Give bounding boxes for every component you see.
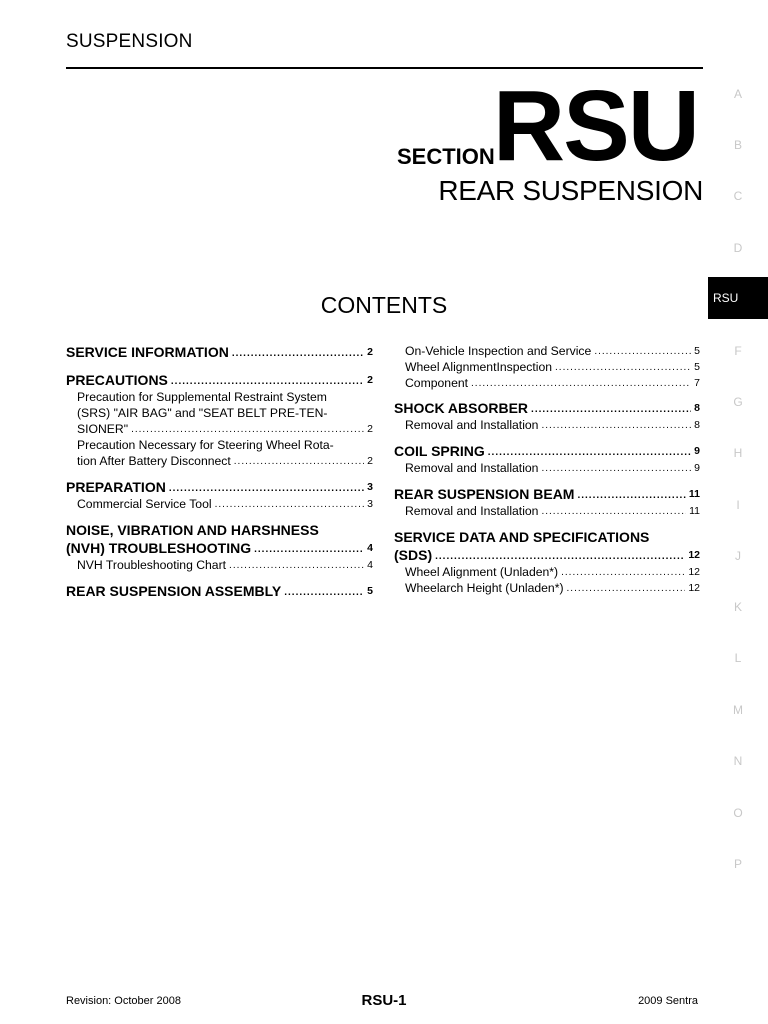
toc-entry-title: Wheel AlignmentInspection bbox=[405, 360, 553, 374]
toc-page-number: 11 bbox=[689, 505, 700, 517]
toc-entry-line: Precaution Necessary for Steering Wheel Rota- bbox=[77, 438, 334, 452]
toc-page-number: 7 bbox=[694, 377, 700, 389]
footer-model: 2009 Sentra bbox=[638, 995, 698, 1007]
toc-entry-title: Removal and Installation bbox=[405, 461, 539, 475]
toc-entry-wheel-alignment-unladen[interactable] bbox=[394, 564, 700, 580]
toc-entry-shock-absorber[interactable] bbox=[394, 399, 700, 417]
toc-page-number: 5 bbox=[367, 585, 373, 597]
toc-page-number: 4 bbox=[367, 542, 373, 554]
toc-entry-rear-suspension-assembly[interactable] bbox=[66, 582, 373, 600]
toc-leader bbox=[541, 505, 686, 519]
toc-entry-preparation[interactable] bbox=[66, 478, 373, 496]
tab-m[interactable]: M bbox=[733, 703, 743, 717]
toc-page-number: 12 bbox=[688, 566, 700, 578]
toc-entry-line: tion After Battery Disconnect bbox=[77, 454, 231, 468]
tab-d[interactable]: D bbox=[733, 241, 743, 255]
tab-a[interactable]: A bbox=[733, 87, 742, 101]
toc-entry-commercial-service-tool[interactable] bbox=[66, 496, 373, 512]
toc-page-number: 12 bbox=[688, 549, 700, 561]
toc-entry-title: REAR SUSPENSION BEAM bbox=[394, 486, 575, 502]
toc-page-number: 9 bbox=[694, 462, 700, 474]
toc-entry-on-vehicle-inspection[interactable] bbox=[394, 343, 700, 359]
tab-l[interactable]: L bbox=[734, 651, 742, 665]
toc-page-number: 12 bbox=[688, 582, 700, 594]
toc-entry-wheelarch-height-unladen[interactable] bbox=[394, 580, 700, 596]
toc-leader bbox=[567, 582, 686, 596]
toc-leader bbox=[541, 419, 691, 433]
toc-entry-sds[interactable] bbox=[394, 528, 700, 564]
toc-entry-title: Component bbox=[405, 376, 469, 390]
tab-i[interactable]: I bbox=[736, 498, 740, 512]
header-title: SUSPENSION bbox=[66, 31, 193, 52]
toc-entry-line: (SDS) bbox=[394, 547, 433, 563]
toc-leader bbox=[232, 347, 364, 361]
toc-page-number: 8 bbox=[694, 402, 700, 414]
toc-leader bbox=[488, 446, 691, 460]
toc-entry-precaution-steering[interactable] bbox=[66, 437, 373, 469]
toc-entry-component[interactable] bbox=[394, 375, 700, 391]
tab-p[interactable]: P bbox=[733, 857, 742, 871]
toc-leader bbox=[541, 462, 691, 476]
toc-entry-coil-spring[interactable] bbox=[394, 442, 700, 460]
toc-leader bbox=[577, 489, 685, 503]
toc-page-number: 3 bbox=[367, 498, 373, 510]
toc-entry-line: Precaution for Supplemental Restraint System bbox=[77, 390, 327, 404]
tab-f[interactable]: F bbox=[734, 344, 742, 358]
toc-page-number: 11 bbox=[688, 488, 700, 500]
toc-entry-nvh[interactable] bbox=[66, 521, 373, 557]
toc-entry-precaution-srs[interactable] bbox=[66, 389, 373, 437]
footer-page-id: RSU-1 bbox=[361, 992, 407, 1009]
toc-entry-title: NVH Troubleshooting Chart bbox=[77, 558, 227, 572]
footer-revision: Revision: October 2008 bbox=[66, 995, 181, 1007]
toc-entry-title: Removal and Installation bbox=[405, 504, 539, 518]
toc-entry-nvh-chart[interactable] bbox=[66, 557, 373, 573]
toc-leader bbox=[229, 559, 364, 573]
toc-entry-line: NOISE, VIBRATION AND HARSHNESS bbox=[66, 522, 319, 538]
toc-leader bbox=[435, 550, 685, 564]
toc-entry-line: SIONER" bbox=[77, 422, 129, 436]
toc-right-column bbox=[394, 343, 700, 596]
toc-leader bbox=[594, 345, 691, 359]
toc-entry-line: (NVH) TROUBLESHOOTING bbox=[66, 540, 252, 556]
tab-o[interactable]: O bbox=[733, 806, 743, 820]
toc-entry-coil-removal-installation[interactable] bbox=[394, 460, 700, 476]
toc-entry-title: PREPARATION bbox=[66, 479, 166, 495]
section-label: SECTION bbox=[397, 144, 495, 169]
tab-j[interactable]: J bbox=[735, 549, 741, 563]
tab-h[interactable]: H bbox=[733, 446, 743, 460]
toc-page-number: 2 bbox=[367, 374, 373, 386]
toc-entry-title: SERVICE INFORMATION bbox=[66, 344, 229, 360]
toc-leader bbox=[131, 423, 364, 437]
toc-leader bbox=[531, 403, 691, 417]
toc-entry-title: Wheelarch Height (Unladen*) bbox=[405, 581, 564, 595]
toc-leader bbox=[169, 482, 364, 496]
toc-entry-line: (SRS) "AIR BAG" and "SEAT BELT PRE-TEN- bbox=[77, 406, 328, 420]
contents-title: CONTENTS bbox=[320, 292, 448, 318]
toc-page-number: 5 bbox=[694, 345, 700, 357]
toc-left-column bbox=[66, 343, 373, 600]
toc-entry-line: SERVICE DATA AND SPECIFICATIONS bbox=[394, 529, 650, 545]
toc-page-number: 9 bbox=[694, 445, 700, 457]
toc-entry-shock-removal-installation[interactable] bbox=[394, 417, 700, 433]
toc-leader bbox=[555, 361, 691, 375]
section-code: RSU bbox=[492, 70, 698, 182]
toc-entry-rear-suspension-beam[interactable] bbox=[394, 485, 700, 503]
toc-leader bbox=[471, 377, 691, 391]
header-rule bbox=[66, 67, 703, 69]
toc-leader bbox=[215, 498, 365, 512]
toc-entry-title: Removal and Installation bbox=[405, 418, 539, 432]
toc-leader bbox=[234, 455, 364, 469]
toc-leader bbox=[171, 375, 364, 389]
toc-leader bbox=[254, 543, 364, 557]
toc-entry-wheel-alignment-inspection[interactable] bbox=[394, 359, 700, 375]
tab-k[interactable]: K bbox=[733, 600, 742, 614]
toc-entry-precautions[interactable] bbox=[66, 371, 373, 389]
toc-leader bbox=[561, 566, 685, 580]
toc-entry-title: REAR SUSPENSION ASSEMBLY bbox=[66, 583, 282, 599]
tab-rsu[interactable]: RSU bbox=[708, 277, 768, 319]
tab-n[interactable]: N bbox=[733, 754, 743, 768]
toc-page-number: 3 bbox=[367, 481, 373, 493]
tab-g[interactable]: G bbox=[733, 395, 743, 409]
toc-page-number: 8 bbox=[694, 419, 700, 431]
toc-page-number: 5 bbox=[694, 361, 700, 373]
toc-leader bbox=[284, 586, 364, 600]
toc-entry-title: PRECAUTIONS bbox=[66, 372, 168, 388]
toc-page-number: 2 bbox=[367, 423, 373, 435]
toc-entry-title: Commercial Service Tool bbox=[77, 497, 212, 511]
toc-entry-title: Wheel Alignment (Unladen*) bbox=[405, 565, 559, 579]
toc-entry-title: SHOCK ABSORBER bbox=[394, 400, 529, 416]
toc-page-number: 2 bbox=[367, 346, 373, 358]
tab-c[interactable]: C bbox=[733, 189, 743, 203]
toc-entry-beam-removal-installation[interactable] bbox=[394, 503, 700, 519]
tab-b[interactable]: B bbox=[733, 138, 742, 152]
toc-entry-service-information[interactable] bbox=[66, 343, 373, 361]
toc-page-number: 2 bbox=[367, 455, 373, 467]
toc-entry-title: COIL SPRING bbox=[394, 443, 485, 459]
toc-entry-title: On-Vehicle Inspection and Service bbox=[405, 344, 592, 358]
toc-page-number: 4 bbox=[367, 559, 373, 571]
section-name: REAR SUSPENSION bbox=[438, 175, 703, 206]
